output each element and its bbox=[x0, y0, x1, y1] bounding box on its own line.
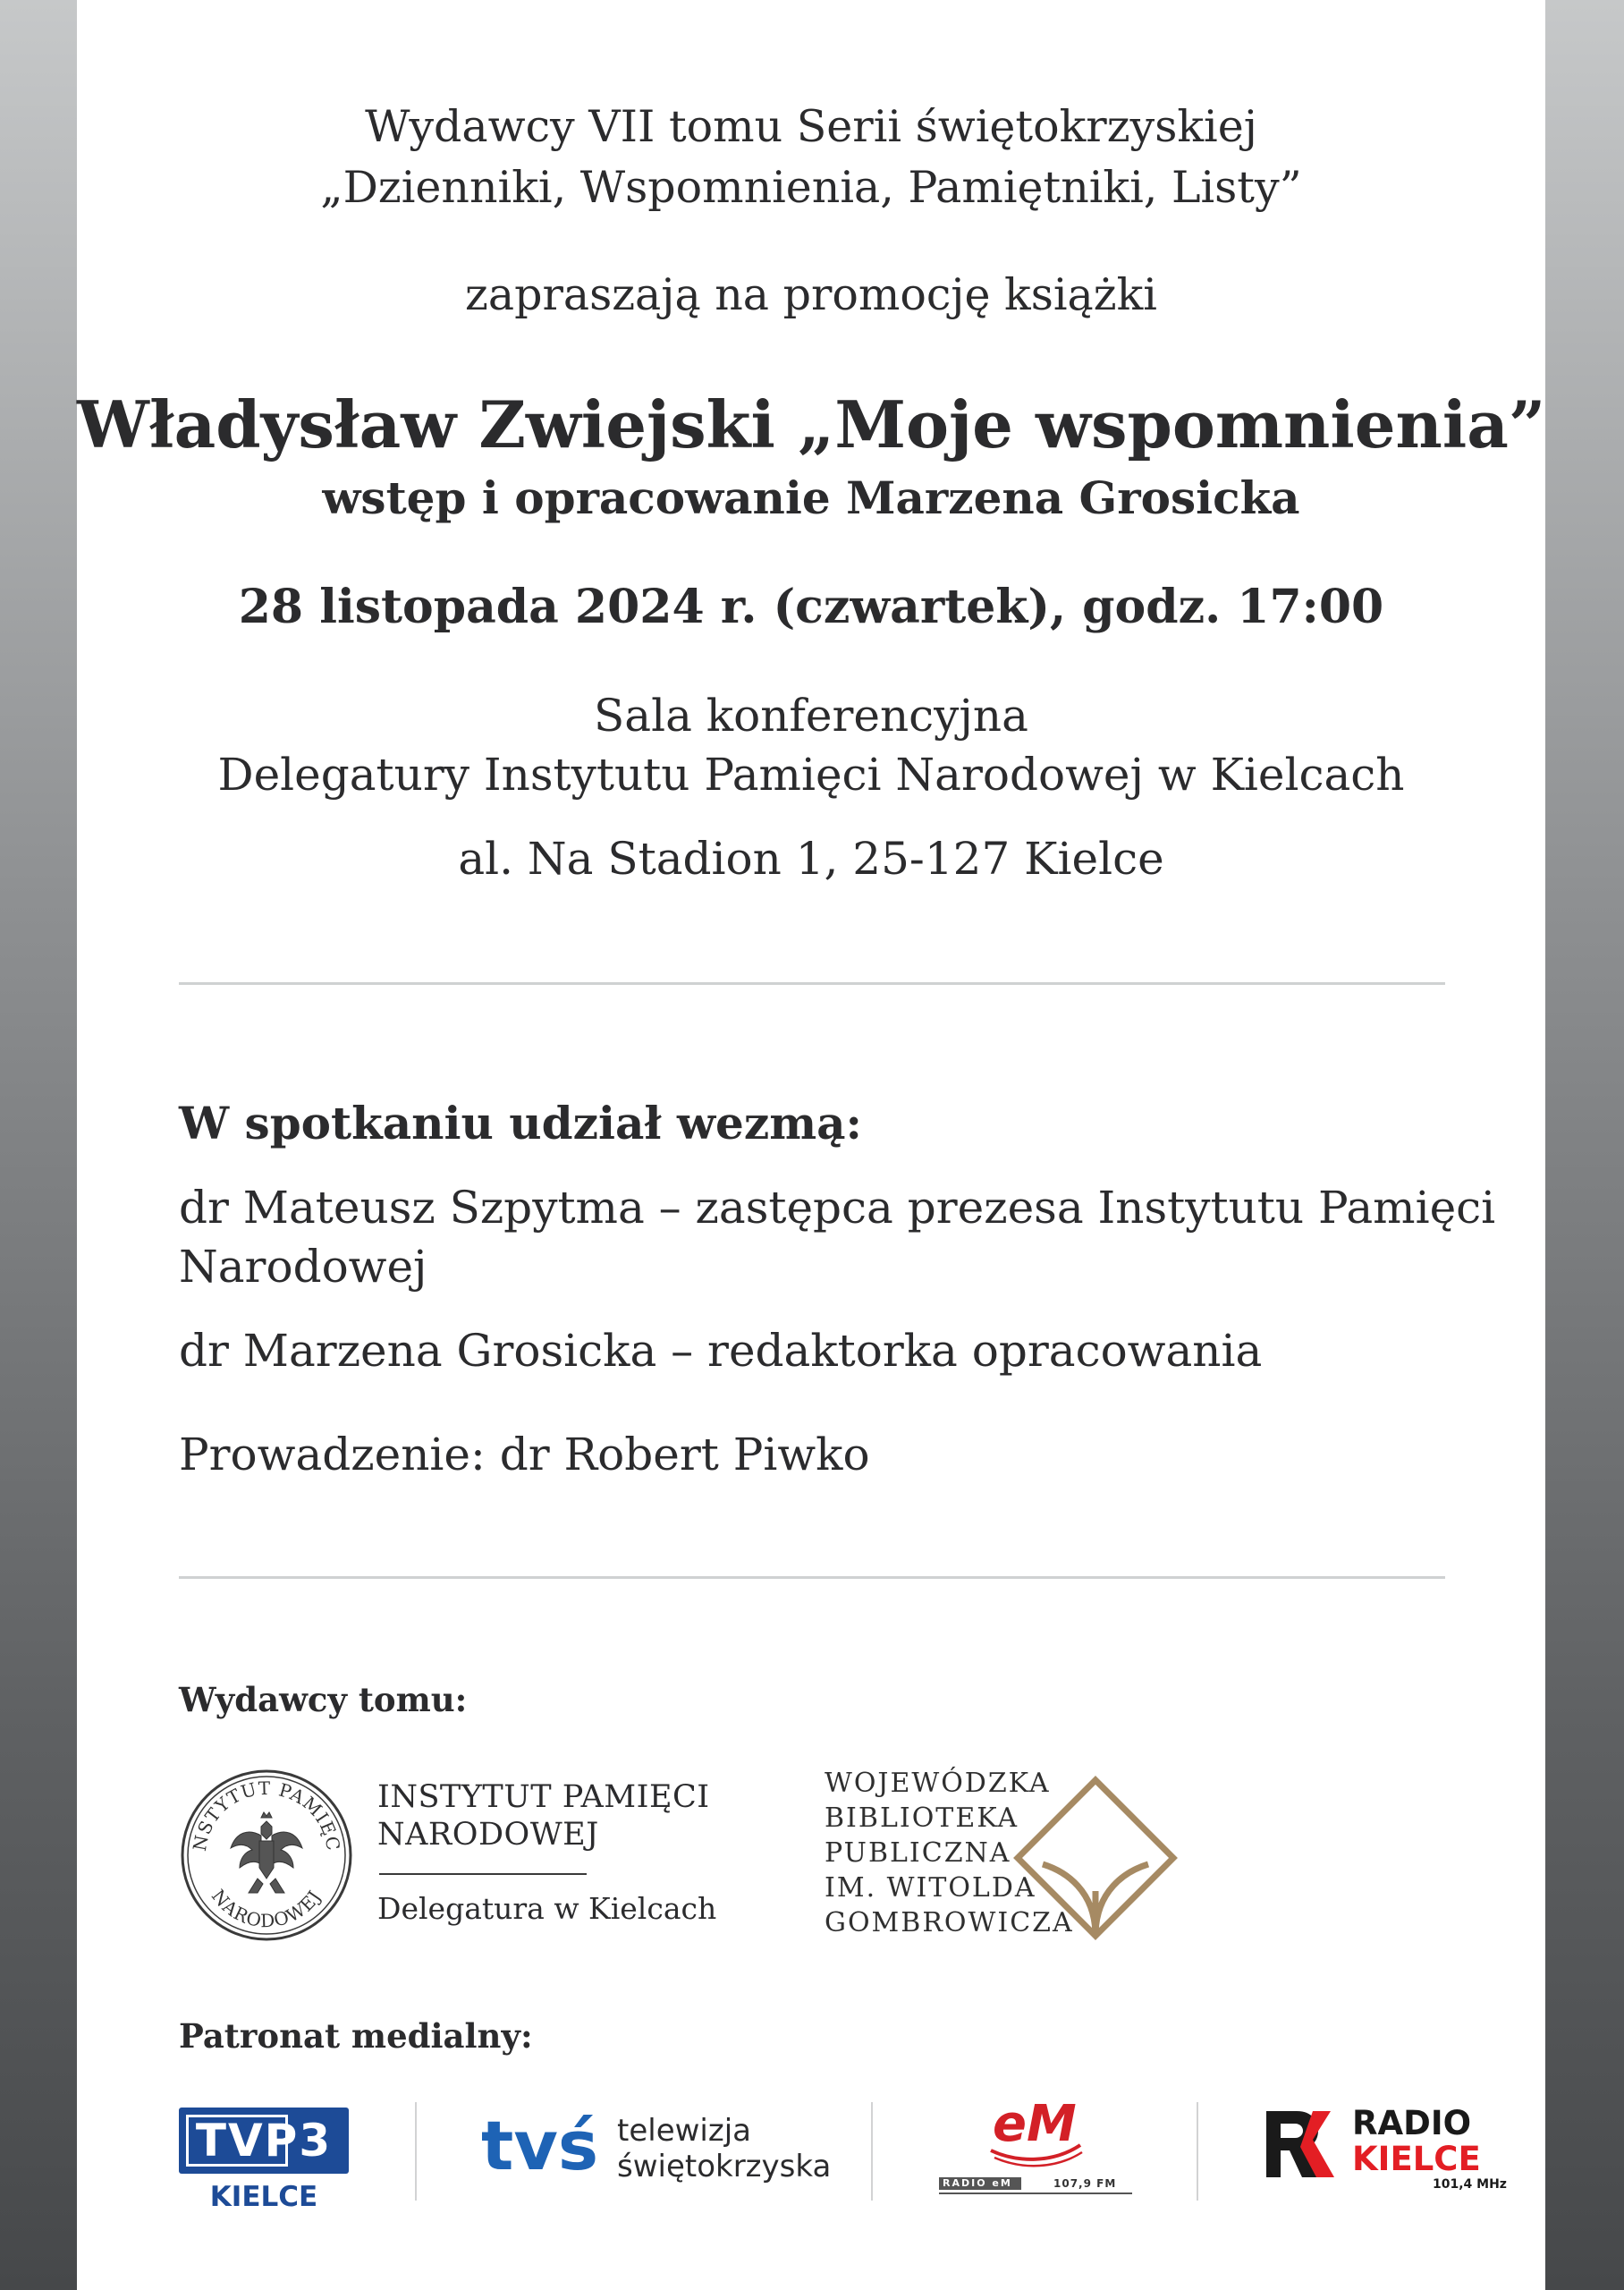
series-title-line: „Dzienniki, Wspomnienia, Pamiętniki, Listy” bbox=[320, 162, 1302, 213]
invite-line: zapraszają na promocję książki bbox=[465, 269, 1157, 320]
media-separator-1 bbox=[415, 2102, 417, 2201]
radio-kielce-name bbox=[1352, 2106, 1507, 2192]
ipn-name-line-1: INSTYTUT PAMIĘCI bbox=[377, 1779, 710, 1815]
divider-bottom bbox=[179, 1576, 1445, 1579]
svg-text:NARODOWEJ bbox=[207, 1886, 326, 1932]
venue-address: al. Na Stadion 1, 25-127 Kielce bbox=[458, 833, 1164, 885]
tvs-line-1: telewizja bbox=[617, 2113, 751, 2149]
seal-bottom-text: NARODOWEJ bbox=[207, 1885, 326, 1932]
wbp-line-2: BIBLIOTEKA bbox=[825, 1802, 1019, 1834]
radio-em-logo bbox=[937, 2095, 1134, 2197]
venue-line-1: Sala konferencyjna bbox=[594, 690, 1028, 742]
seal-top-text: NSTYTUT PAMIĘC bbox=[188, 1777, 345, 1853]
radio-em-caption: RADIO eM bbox=[943, 2177, 1012, 2189]
wbp-line-1: WOJEWÓDZKA bbox=[825, 1768, 1051, 1799]
wbp-book-diamond-icon bbox=[1012, 1775, 1179, 1941]
invitation-page bbox=[77, 0, 1545, 2290]
book-subtitle: wstęp i opracowanie Marzena Grosicka bbox=[322, 471, 1300, 524]
venue-line-2: Delegatury Instytutu Pamięci Narodowej w Kielcach bbox=[217, 749, 1405, 801]
tvs-mark: tvś bbox=[481, 2106, 599, 2185]
radio-kielce-frequency: 101,4 MHz bbox=[1433, 2177, 1507, 2192]
host-line: Prowadzenie: dr Robert Piwko bbox=[179, 1429, 870, 1480]
participants-heading: W spotkaniu udział wezmą: bbox=[179, 1097, 863, 1149]
media-heading: Patronat medialny: bbox=[179, 2016, 533, 2056]
divider-top bbox=[179, 982, 1445, 985]
media-separator-3 bbox=[1197, 2102, 1198, 2201]
ipn-name-line-2: NARODOWEJ bbox=[377, 1817, 599, 1853]
tvs-name bbox=[617, 2113, 831, 2184]
tvp3-logo bbox=[179, 2108, 349, 2174]
participant-2: dr Marzena Grosicka – redaktorka opracowania bbox=[179, 1325, 1263, 1377]
tvs-line-2: świętokrzyska bbox=[617, 2149, 832, 2184]
ipn-branch: Delegatura w Kielcach bbox=[377, 1891, 717, 1926]
ipn-seal-logo bbox=[177, 1766, 356, 1945]
tvp3-name: TVP3 bbox=[195, 2115, 333, 2167]
radio-kielce-line-1: RADIO bbox=[1352, 2104, 1472, 2142]
radio-em-mark: eM bbox=[993, 2095, 1077, 2153]
tvp3-city: KIELCE bbox=[209, 2181, 318, 2213]
wbp-line-5: GOMBROWICZA bbox=[825, 1907, 1074, 1938]
ipn-name bbox=[377, 1778, 710, 1853]
radio-kielce-rk-icon bbox=[1263, 2109, 1349, 2179]
wbp-line-3: PUBLICZNA bbox=[825, 1837, 1011, 1869]
radio-em-frequency: 107,9 FM bbox=[1053, 2177, 1117, 2190]
event-datetime: 28 listopada 2024 r. (czwartek), godz. 17:00 bbox=[238, 580, 1384, 634]
series-publishers-line: Wydawcy VII tomu Serii świętokrzyskiej bbox=[365, 101, 1257, 152]
radio-kielce-line-2: KIELCE bbox=[1352, 2140, 1481, 2178]
wbp-line-4: IM. WITOLDA bbox=[825, 1872, 1036, 1904]
participant-1-line-2: Narodowej bbox=[179, 1241, 427, 1293]
participant-1-line-1: dr Mateusz Szpytma – zastępca prezesa Instytutu Pamięci bbox=[179, 1182, 1496, 1234]
media-separator-2 bbox=[871, 2102, 873, 2201]
book-title: Władysław Zwiejski „Moje wspomnienia” bbox=[77, 386, 1546, 462]
publishers-heading: Wydawcy tomu: bbox=[179, 1680, 468, 1719]
ipn-rule bbox=[379, 1873, 587, 1875]
